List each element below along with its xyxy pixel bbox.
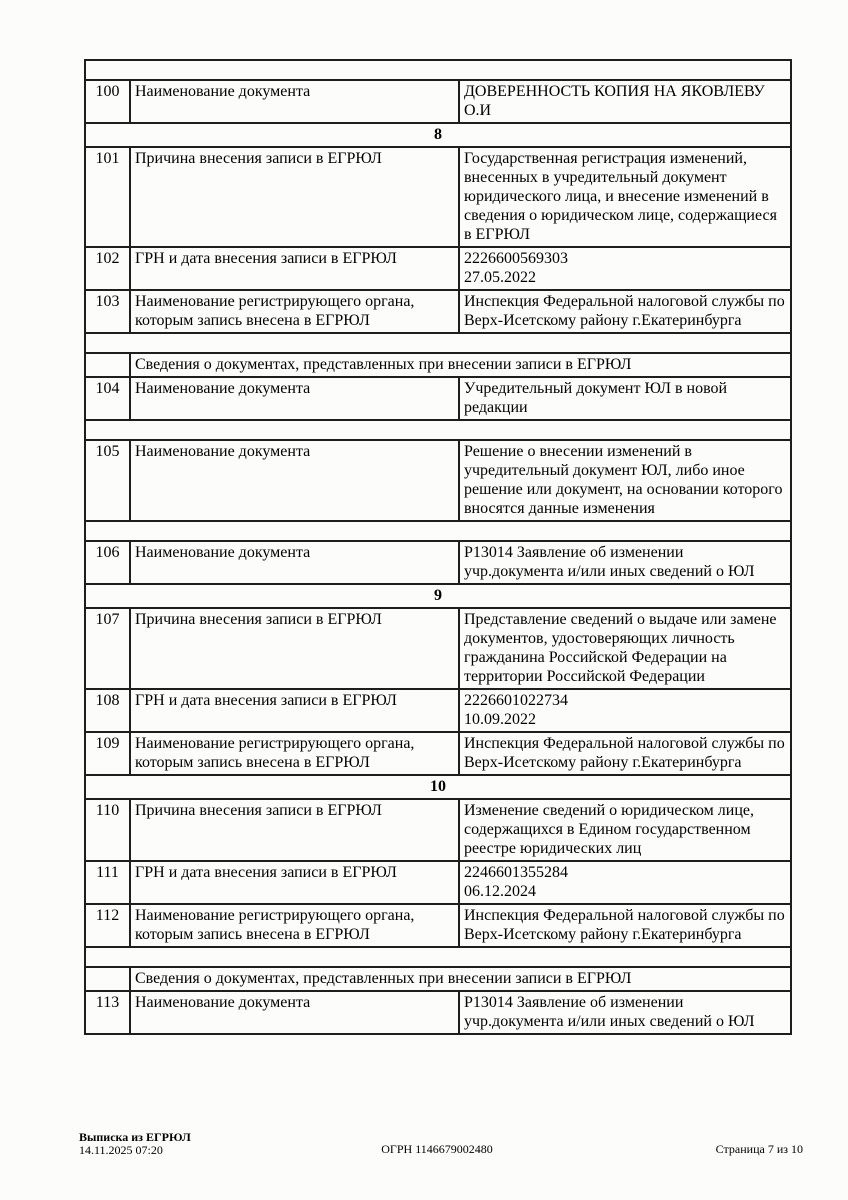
value-line: 2226601022734 — [464, 692, 568, 709]
separator-cell — [85, 521, 791, 541]
separator-cell — [85, 420, 791, 440]
field-name: Наименование документа — [130, 541, 459, 584]
field-value: ДОВЕРЕННОСТЬ КОПИЯ НА ЯКОВЛЕВУ О.И — [459, 80, 791, 123]
field-name: ГРН и дата внесения записи в ЕГРЮЛ — [130, 247, 459, 290]
field-name: Наименование регистрирующего органа, которым запись внесена в ЕГРЮЛ — [130, 290, 459, 333]
row-number: 103 — [85, 290, 130, 333]
documents-subheader-row — [85, 353, 791, 377]
field-name: Наименование регистрирующего органа, которым запись внесена в ЕГРЮЛ — [130, 904, 459, 947]
table-row — [85, 861, 791, 904]
field-value: Изменение сведений о юридическом лице, содержащихся в Едином государственном реестре юридических лиц — [459, 799, 791, 861]
value-line: 2246601355284 — [464, 864, 568, 881]
field-name: Причина внесения записи в ЕГРЮЛ — [130, 608, 459, 689]
row-number: 109 — [85, 732, 130, 775]
row-number: 100 — [85, 80, 130, 123]
value-line: 27.05.2022 — [464, 269, 536, 286]
table-row — [85, 991, 791, 1034]
row-number: 113 — [85, 991, 130, 1034]
field-value — [459, 861, 791, 904]
table-row — [85, 541, 791, 584]
section-header-row — [85, 123, 791, 147]
row-number: 112 — [85, 904, 130, 947]
table-row — [85, 440, 791, 521]
field-value: Учредительный документ ЮЛ в новой редакции — [459, 377, 791, 420]
section-number: 8 — [85, 123, 791, 147]
row-number: 107 — [85, 608, 130, 689]
section-header-row — [85, 584, 791, 608]
row-number: 108 — [85, 689, 130, 732]
row-number: 110 — [85, 799, 130, 861]
section-header-row — [85, 775, 791, 799]
separator-row — [85, 333, 791, 353]
row-number: 104 — [85, 377, 130, 420]
table-row — [85, 377, 791, 420]
field-value: Государственная регистрация изменений, внесенных в учредительный документ юридического лица, и внесение изменений в сведения о юридическом лице, содержащиеся в ЕГРЮЛ — [459, 147, 791, 247]
footer-ogrn: ОГРН 1146679002480 — [381, 1142, 493, 1156]
row-number: 101 — [85, 147, 130, 247]
field-name: ГРН и дата внесения записи в ЕГРЮЛ — [130, 861, 459, 904]
table-row — [85, 689, 791, 732]
table-row — [85, 608, 791, 689]
value-line: 10.09.2022 — [464, 711, 536, 728]
separator-row — [85, 420, 791, 440]
field-name: Наименование документа — [130, 440, 459, 521]
footer-datetime: 14.11.2025 07:20 — [79, 1143, 163, 1157]
field-value: Р13014 Заявление об изменении учр.документа и/или иных сведений о ЮЛ — [459, 541, 791, 584]
documents-subheader-row — [85, 967, 791, 991]
field-name: Причина внесения записи в ЕГРЮЛ — [130, 799, 459, 861]
table-row — [85, 80, 791, 123]
documents-subheader-label: Сведения о документах, представленных при внесении записи в ЕГРЮЛ — [130, 353, 791, 377]
row-number: 106 — [85, 541, 130, 584]
section-number: 9 — [85, 584, 791, 608]
separator-row — [85, 60, 791, 80]
field-value: Инспекция Федеральной налоговой службы по Верх-Исетскому району г.Екатеринбурга — [459, 290, 791, 333]
field-value — [459, 689, 791, 732]
documents-subheader-label: Сведения о документах, представленных при внесении записи в ЕГРЮЛ — [130, 967, 791, 991]
row-number: 105 — [85, 440, 130, 521]
field-value: Представление сведений о выдаче или замене документов, удостоверяющих личность гражданина Российской Федерации на территории Российской Федерации — [459, 608, 791, 689]
row-number-cell-empty — [85, 353, 130, 377]
value-line: 06.12.2024 — [464, 883, 536, 900]
table-row — [85, 904, 791, 947]
table-row — [85, 147, 791, 247]
value-line: 2226600569303 — [464, 250, 568, 267]
field-name: Наименование документа — [130, 80, 459, 123]
field-name: Наименование документа — [130, 991, 459, 1034]
separator-row — [85, 947, 791, 967]
separator-cell — [85, 333, 791, 353]
field-value: Решение о внесении изменений в учредительный документ ЮЛ, либо иное решение или документ, на основании которого вносятся данные изменения — [459, 440, 791, 521]
table-row — [85, 290, 791, 333]
row-number: 102 — [85, 247, 130, 290]
row-number: 111 — [85, 861, 130, 904]
footer-doc-title: Выписка из ЕГРЮЛ — [79, 1130, 191, 1144]
table-row — [85, 732, 791, 775]
field-name: Наименование документа — [130, 377, 459, 420]
field-name: ГРН и дата внесения записи в ЕГРЮЛ — [130, 689, 459, 732]
field-value: Р13014 Заявление об изменении учр.документа и/или иных сведений о ЮЛ — [459, 991, 791, 1034]
field-name: Причина внесения записи в ЕГРЮЛ — [130, 147, 459, 247]
row-number-cell-empty — [85, 967, 130, 991]
separator-cell — [85, 60, 791, 80]
footer-page-number: Страница 7 из 10 — [715, 1142, 803, 1156]
separator-row — [85, 521, 791, 541]
table-row — [85, 247, 791, 290]
field-value: Инспекция Федеральной налоговой службы по Верх-Исетскому району г.Екатеринбурга — [459, 732, 791, 775]
egrul-records-table — [84, 59, 792, 1035]
separator-cell — [85, 947, 791, 967]
field-name: Наименование регистрирующего органа, которым запись внесена в ЕГРЮЛ — [130, 732, 459, 775]
field-value: Инспекция Федеральной налоговой службы по Верх-Исетскому району г.Екатеринбурга — [459, 904, 791, 947]
field-value — [459, 247, 791, 290]
table-row — [85, 799, 791, 861]
section-number: 10 — [85, 775, 791, 799]
